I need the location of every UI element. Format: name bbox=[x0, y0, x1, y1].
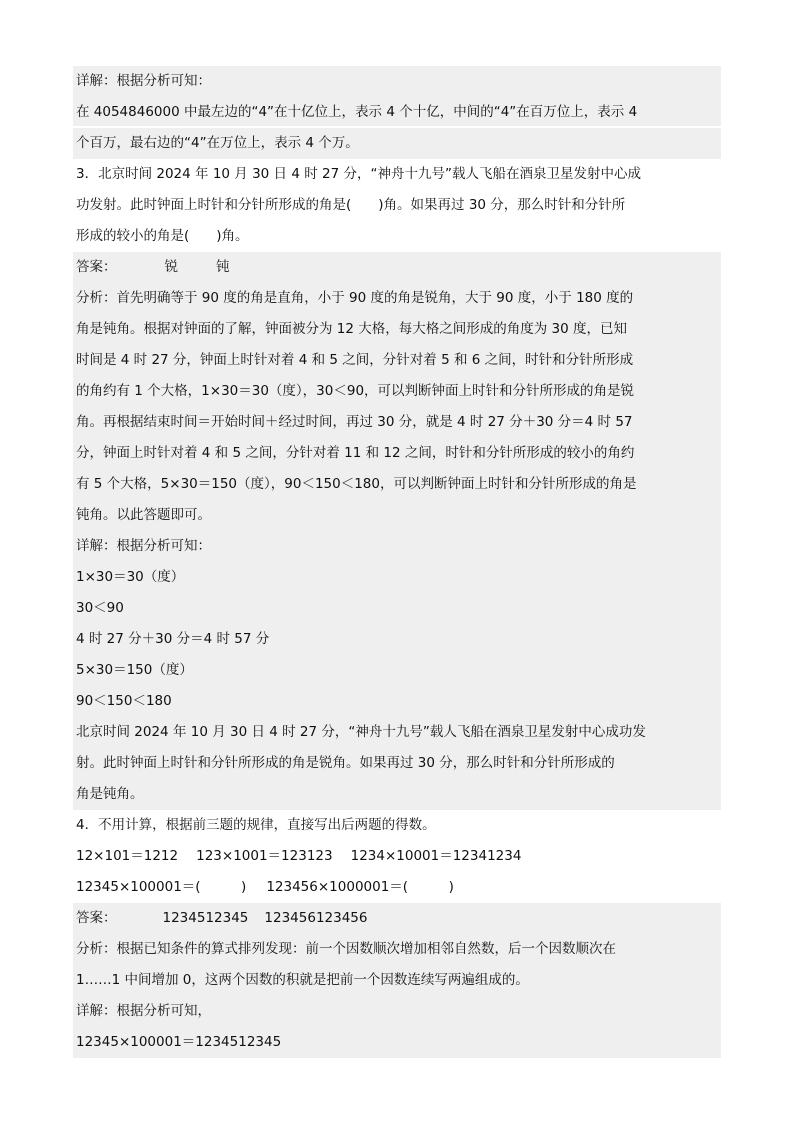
answer-value: 123456123456 bbox=[264, 910, 368, 926]
equation: 5×30＝150（度） bbox=[73, 655, 721, 686]
explanation-heading: 详解：根据分析可知： bbox=[73, 531, 721, 562]
example-equation: 12×101＝1212 bbox=[76, 848, 179, 864]
answer-label: 答案： bbox=[76, 259, 117, 275]
analysis-text: 角是钝角。根据对钟面的了解，钟面被分为 12 大格，每大格之间形成的角度为 30 度，已知 bbox=[73, 314, 721, 345]
equation: 1×30＝30（度） bbox=[73, 562, 721, 593]
answer-label: 答案： bbox=[76, 910, 117, 926]
explanation-text: 射。此时钟面上时针和分针所形成的角是锐角。如果再过 30 分，那么时针和分针所形成的 bbox=[73, 748, 721, 779]
answer-value: 钝 bbox=[216, 259, 230, 275]
analysis-text: 分析：首先明确等于 90 度的角是直角，小于 90 度的角是锐角，大于 90 度，小于 180 度的 bbox=[73, 283, 721, 314]
question-4-examples bbox=[73, 841, 721, 872]
question-3: 3．北京时间 2024 年 10 月 30 日 4 时 27 分，“神舟十九号”载人飞船在酒泉卫星发射中心成 bbox=[76, 166, 641, 182]
analysis-text: 分，钟面上时针对着 4 和 5 之间，分针对着 11 和 12 之间，时针和分针所形成的较小的角约 bbox=[73, 438, 721, 469]
equation: 4 时 27 分＋30 分＝4 时 57 分 bbox=[73, 624, 721, 655]
analysis-text: 时间是 4 时 27 分，钟面上时针对着 4 和 5 之间，分针对着 5 和 6 之间，时针和分针所形成 bbox=[73, 345, 721, 376]
explanation-heading: 详解：根据分析可知， bbox=[73, 996, 721, 1027]
analysis-text: 钝角。以此答题即可。 bbox=[73, 500, 721, 531]
answer-3 bbox=[73, 252, 721, 283]
explanation-text: 个百万，最右边的“4”在万位上，表示 4 个万。 bbox=[73, 128, 721, 159]
question-4-blanks bbox=[73, 872, 721, 903]
answer-value: 1234512345 bbox=[162, 910, 249, 926]
explanation-heading: 详解：根据分析可知： bbox=[73, 66, 721, 97]
blank-equation: 12345×100001＝( ) bbox=[76, 879, 247, 895]
example-equation: 123×1001＝123123 bbox=[196, 848, 333, 864]
answer-4 bbox=[73, 903, 721, 934]
question-3: 形成的较小的角是( )角。 bbox=[76, 228, 249, 244]
question-4: 4．不用计算，根据前三题的规律，直接写出后两题的得数。 bbox=[76, 817, 436, 833]
blank-equation: 123456×1000001＝( ) bbox=[266, 879, 454, 895]
analysis-text: 有 5 个大格，5×30＝150（度），90＜150＜180，可以判断钟面上时针和分针所形成的角是 bbox=[73, 469, 721, 500]
explanation-text: 角是钝角。 bbox=[73, 779, 721, 810]
explanation-text: 在 4054846000 中最左边的“4”在十亿位上，表示 4 个十亿，中间的“4”在百万位上，表示 4 bbox=[73, 97, 721, 128]
answer-value: 锐 bbox=[164, 259, 178, 275]
equation: 90＜150＜180 bbox=[73, 686, 721, 717]
analysis-text: 角。再根据结束时间＝开始时间＋经过时间，再过 30 分，就是 4 时 27 分＋30 分＝4 时 57 bbox=[73, 407, 721, 438]
analysis-text: 的角约有 1 个大格，1×30＝30（度），30＜90，可以判断钟面上时针和分针所形成的角是锐 bbox=[73, 376, 721, 407]
analysis-text: 1……1 中间增加 0，这两个因数的积就是把前一个因数连续写两遍组成的。 bbox=[73, 965, 721, 996]
equation: 12345×100001＝1234512345 bbox=[73, 1027, 721, 1058]
explanation-text: 北京时间 2024 年 10 月 30 日 4 时 27 分，“神舟十九号”载人飞船在酒泉卫星发射中心成功发 bbox=[73, 717, 721, 748]
document-page bbox=[73, 66, 721, 1058]
example-equation: 1234×10001＝12341234 bbox=[350, 848, 522, 864]
equation: 30＜90 bbox=[73, 593, 721, 624]
question-3: 功发射。此时钟面上时针和分针所形成的角是( )角。如果再过 30 分，那么时针和分针所 bbox=[76, 197, 626, 213]
analysis-text: 分析：根据已知条件的算式排列发现：前一个因数顺次增加相邻自然数，后一个因数顺次在 bbox=[73, 934, 721, 965]
